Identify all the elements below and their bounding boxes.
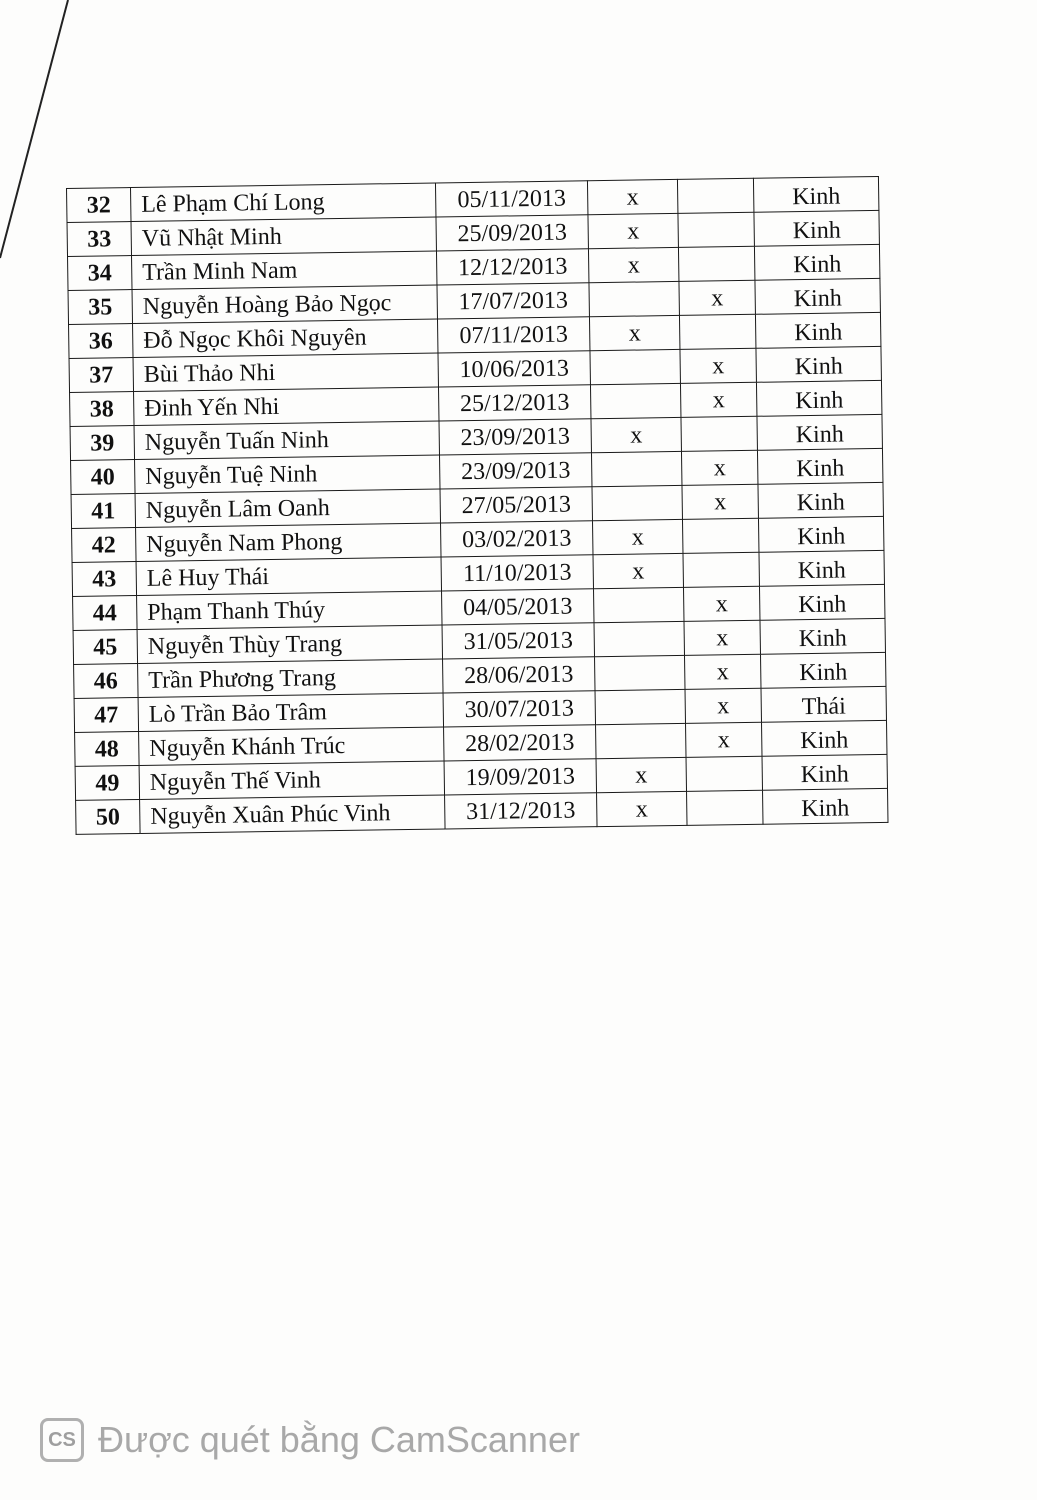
female-mark [682, 518, 758, 553]
date-of-birth: 11/10/2013 [441, 555, 593, 591]
student-name: Lê Huy Thái [136, 557, 441, 596]
ethnicity: Kinh [754, 244, 879, 280]
date-of-birth: 27/05/2013 [440, 487, 592, 523]
date-of-birth: 31/12/2013 [445, 793, 597, 829]
male-mark: x [591, 417, 681, 452]
date-of-birth: 19/09/2013 [444, 759, 596, 795]
student-name: Nguyễn Thế Vinh [139, 761, 444, 800]
camscanner-logo: CS [40, 1418, 84, 1462]
row-number: 41 [71, 494, 135, 529]
female-mark: x [683, 586, 759, 621]
student-name: Trần Phương Trang [138, 659, 443, 698]
ethnicity: Kinh [760, 618, 885, 654]
ethnicity: Kinh [754, 210, 879, 246]
student-table-body [67, 176, 888, 834]
student-name: Nguyễn Xuân Phúc Vinh [140, 795, 445, 834]
male-mark: x [592, 519, 682, 554]
male-mark: x [588, 247, 678, 282]
row-number: 32 [67, 188, 131, 223]
female-mark [681, 416, 757, 451]
row-number: 50 [76, 799, 140, 834]
student-table [66, 176, 889, 835]
row-number: 33 [67, 222, 131, 257]
row-number: 48 [75, 731, 139, 766]
date-of-birth: 03/02/2013 [441, 521, 593, 557]
male-mark [594, 587, 684, 622]
student-name: Nguyễn Nam Phong [136, 523, 441, 562]
date-of-birth: 17/07/2013 [437, 283, 589, 319]
female-mark [679, 314, 755, 349]
date-of-birth: 05/11/2013 [435, 181, 587, 217]
ethnicity: Kinh [759, 584, 884, 620]
male-mark: x [589, 315, 679, 350]
female-mark: x [684, 620, 760, 655]
female-mark [687, 790, 763, 825]
male-mark [592, 485, 682, 520]
female-mark: x [682, 484, 758, 519]
row-number: 49 [75, 765, 139, 800]
student-name: Nguyễn Tuấn Ninh [134, 421, 439, 460]
date-of-birth: 04/05/2013 [442, 589, 594, 625]
ethnicity: Kinh [755, 278, 880, 314]
student-name: Đỗ Ngọc Khôi Nguyên [133, 319, 438, 358]
ethnicity: Kinh [755, 312, 880, 348]
female-mark: x [680, 348, 756, 383]
student-name: Vũ Nhật Minh [131, 217, 436, 256]
date-of-birth: 25/09/2013 [436, 215, 588, 251]
female-mark: x [686, 722, 762, 757]
row-number: 37 [69, 358, 133, 393]
row-number: 40 [71, 460, 135, 495]
male-mark [596, 723, 686, 758]
female-mark [678, 246, 754, 281]
ethnicity: Kinh [762, 720, 887, 756]
watermark-text: Được quét bằng CamScanner [98, 1419, 580, 1460]
date-of-birth: 23/09/2013 [439, 419, 591, 455]
date-of-birth: 28/06/2013 [443, 657, 595, 693]
male-mark: x [597, 791, 687, 826]
male-mark [594, 621, 684, 656]
female-mark [677, 178, 753, 213]
row-number: 43 [72, 562, 136, 597]
student-name: Bùi Thảo Nhi [133, 353, 438, 392]
student-name: Nguyễn Lâm Oanh [135, 489, 440, 528]
ethnicity: Kinh [753, 176, 878, 212]
student-table-container [66, 176, 889, 835]
ethnicity: Kinh [763, 788, 888, 824]
ethnicity: Kinh [759, 550, 884, 586]
date-of-birth: 07/11/2013 [437, 317, 589, 353]
female-mark [683, 552, 759, 587]
row-number: 38 [70, 392, 134, 427]
date-of-birth: 10/06/2013 [438, 351, 590, 387]
female-mark: x [685, 654, 761, 689]
student-name: Đinh Yến Nhi [134, 387, 439, 426]
row-number: 35 [68, 290, 132, 325]
female-mark: x [681, 450, 757, 485]
ethnicity: Kinh [760, 652, 885, 688]
row-number: 42 [72, 528, 136, 563]
ethnicity: Thái [761, 686, 886, 722]
ethnicity: Kinh [758, 516, 883, 552]
female-mark: x [680, 382, 756, 417]
student-name: Lê Phạm Chí Long [131, 183, 436, 222]
camscanner-watermark [40, 1418, 580, 1462]
female-mark: x [685, 688, 761, 723]
student-name: Phạm Thanh Thúy [137, 591, 442, 630]
ethnicity: Kinh [762, 754, 887, 790]
date-of-birth: 31/05/2013 [442, 623, 594, 659]
student-name: Trần Minh Nam [132, 251, 437, 290]
row-number: 44 [73, 595, 137, 630]
row-number: 47 [74, 697, 138, 732]
row-number: 34 [68, 256, 132, 291]
male-mark [590, 349, 680, 384]
male-mark: x [593, 553, 683, 588]
date-of-birth: 30/07/2013 [443, 691, 595, 727]
student-name: Lò Trần Bảo Trâm [138, 693, 443, 732]
student-name: Nguyễn Tuệ Ninh [135, 455, 440, 494]
female-mark [678, 212, 754, 247]
male-mark: x [596, 757, 686, 792]
male-mark [595, 689, 685, 724]
student-name: Nguyễn Khánh Trúc [139, 727, 444, 766]
row-number: 45 [73, 629, 137, 664]
male-mark: x [587, 179, 677, 214]
date-of-birth: 25/12/2013 [438, 385, 590, 421]
male-mark [591, 451, 681, 486]
female-mark: x [679, 280, 755, 315]
date-of-birth: 12/12/2013 [436, 249, 588, 285]
row-number: 36 [69, 324, 133, 359]
student-name: Nguyễn Hoàng Bảo Ngọc [132, 285, 437, 324]
ethnicity: Kinh [757, 414, 882, 450]
male-mark [595, 655, 685, 690]
date-of-birth: 23/09/2013 [440, 453, 592, 489]
ethnicity: Kinh [757, 448, 882, 484]
row-number: 46 [74, 663, 138, 698]
row-number: 39 [70, 426, 134, 461]
male-mark: x [588, 213, 678, 248]
student-name: Nguyễn Thùy Trang [137, 625, 442, 664]
ethnicity: Kinh [756, 346, 881, 382]
male-mark [590, 383, 680, 418]
male-mark [589, 281, 679, 316]
ethnicity: Kinh [758, 482, 883, 518]
female-mark [686, 756, 762, 791]
date-of-birth: 28/02/2013 [444, 725, 596, 761]
ethnicity: Kinh [756, 380, 881, 416]
